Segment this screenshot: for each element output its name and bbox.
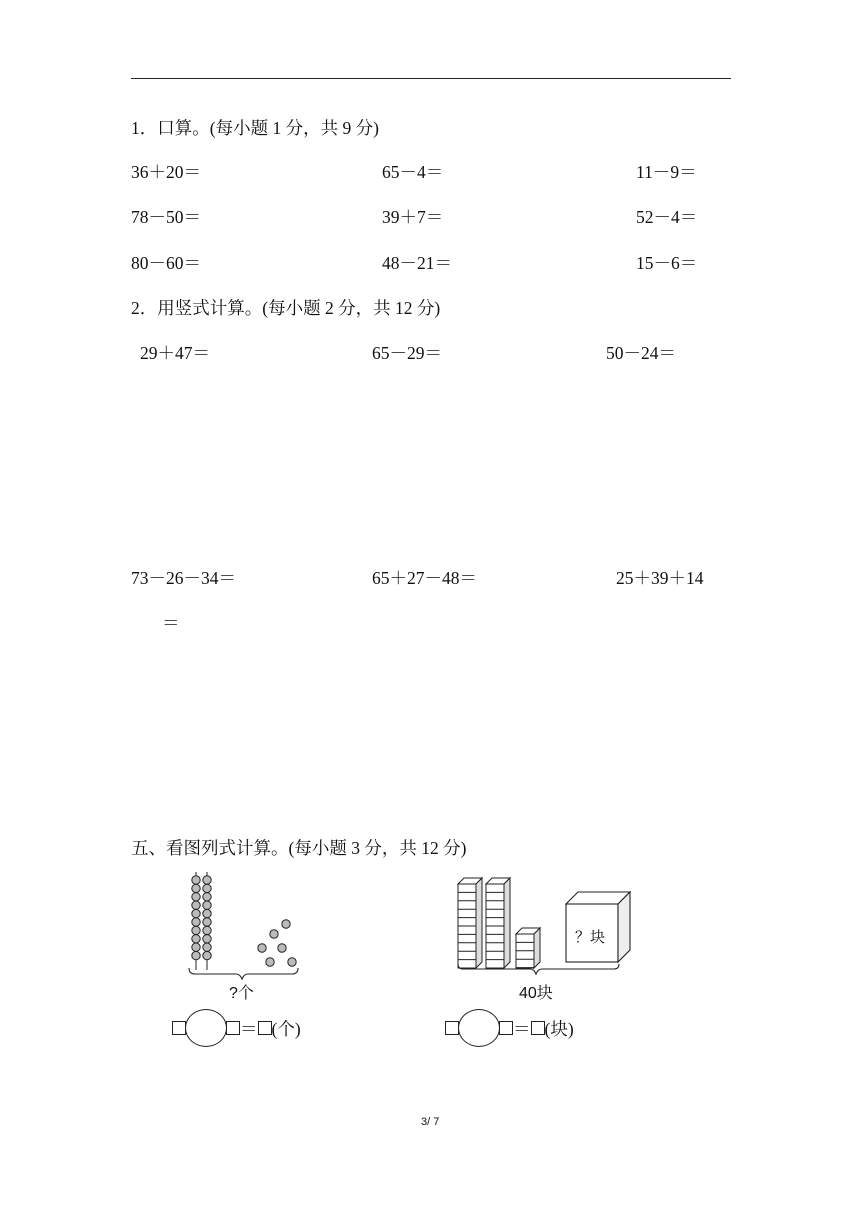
- bead: [192, 926, 200, 934]
- equals-sign: ＝: [513, 1018, 531, 1039]
- page-number: 3/ 7: [421, 1116, 440, 1128]
- bead: [192, 951, 200, 959]
- loose-beads: [258, 920, 296, 966]
- bead: [203, 893, 211, 901]
- mental-math-item: 48－21＝: [382, 253, 452, 273]
- fig2-brace-label: 40块: [519, 985, 553, 1002]
- mental-math-item: 80－60＝: [131, 253, 201, 273]
- bead: [203, 909, 211, 917]
- fig2-equation: [445, 1008, 574, 1048]
- section2-title: 2．用竖式计算。(每小题 2 分，共 12 分): [131, 298, 441, 318]
- cube-label: ？块: [575, 929, 606, 946]
- mental-math-item: 78－50＝: [131, 207, 201, 227]
- fig1-equation: [172, 1008, 301, 1048]
- bead: [203, 951, 211, 959]
- bead: [203, 918, 211, 926]
- section1-title: 1．口算。(每小题 1 分，共 9 分): [131, 118, 379, 138]
- vertical-calc-item: 73－26－34＝: [131, 568, 236, 588]
- bead: [192, 901, 200, 909]
- vertical-calc-continuation: ＝: [162, 613, 180, 633]
- brace: [458, 964, 619, 974]
- vertical-calc-item: 50－24＝: [606, 343, 676, 363]
- operator-circle[interactable]: [185, 1009, 227, 1047]
- answer-box[interactable]: [499, 1021, 513, 1035]
- bead: [192, 909, 200, 917]
- tall-tower-1: [458, 878, 482, 968]
- bead: [203, 901, 211, 909]
- header-rule: [131, 78, 731, 79]
- tall-tower-2: [486, 878, 510, 968]
- answer-box[interactable]: [172, 1021, 186, 1035]
- vertical-calc-item: 29＋47＝: [140, 343, 210, 363]
- unit-text: (个): [271, 1018, 301, 1039]
- bead: [192, 884, 200, 892]
- brace: [189, 968, 298, 979]
- vertical-calc-item: 65＋27－48＝: [372, 568, 477, 588]
- vertical-calc-item: 25＋39＋14: [616, 568, 704, 588]
- fig1-brace-label: ?个: [229, 985, 254, 1002]
- answer-box[interactable]: [531, 1021, 545, 1035]
- short-tower: [516, 928, 540, 968]
- bead: [203, 935, 211, 943]
- mental-math-item: 52－4＝: [636, 207, 698, 227]
- mental-math-item: 65－4＝: [382, 162, 444, 182]
- answer-box[interactable]: [226, 1021, 240, 1035]
- answer-box[interactable]: [445, 1021, 459, 1035]
- answer-box[interactable]: [258, 1021, 272, 1035]
- bead: [203, 926, 211, 934]
- bead: [192, 876, 200, 884]
- bead: [192, 918, 200, 926]
- section5-title: 五、看图列式计算。(每小题 3 分，共 12 分): [131, 838, 467, 858]
- blocks-figure: [450, 868, 640, 978]
- vertical-calc-item: 65－29＝: [372, 343, 442, 363]
- bead: [203, 876, 211, 884]
- mental-math-item: 15－6＝: [636, 253, 698, 273]
- bead: [192, 935, 200, 943]
- equals-sign: ＝: [240, 1018, 258, 1039]
- bead: [192, 943, 200, 951]
- unit-text: (块): [544, 1018, 574, 1039]
- mental-math-item: 11－9＝: [636, 162, 697, 182]
- bead: [203, 884, 211, 892]
- operator-circle[interactable]: [458, 1009, 500, 1047]
- bead: [192, 893, 200, 901]
- mental-math-item: 39＋7＝: [382, 207, 444, 227]
- bead: [203, 943, 211, 951]
- mental-math-item: 36＋20＝: [131, 162, 201, 182]
